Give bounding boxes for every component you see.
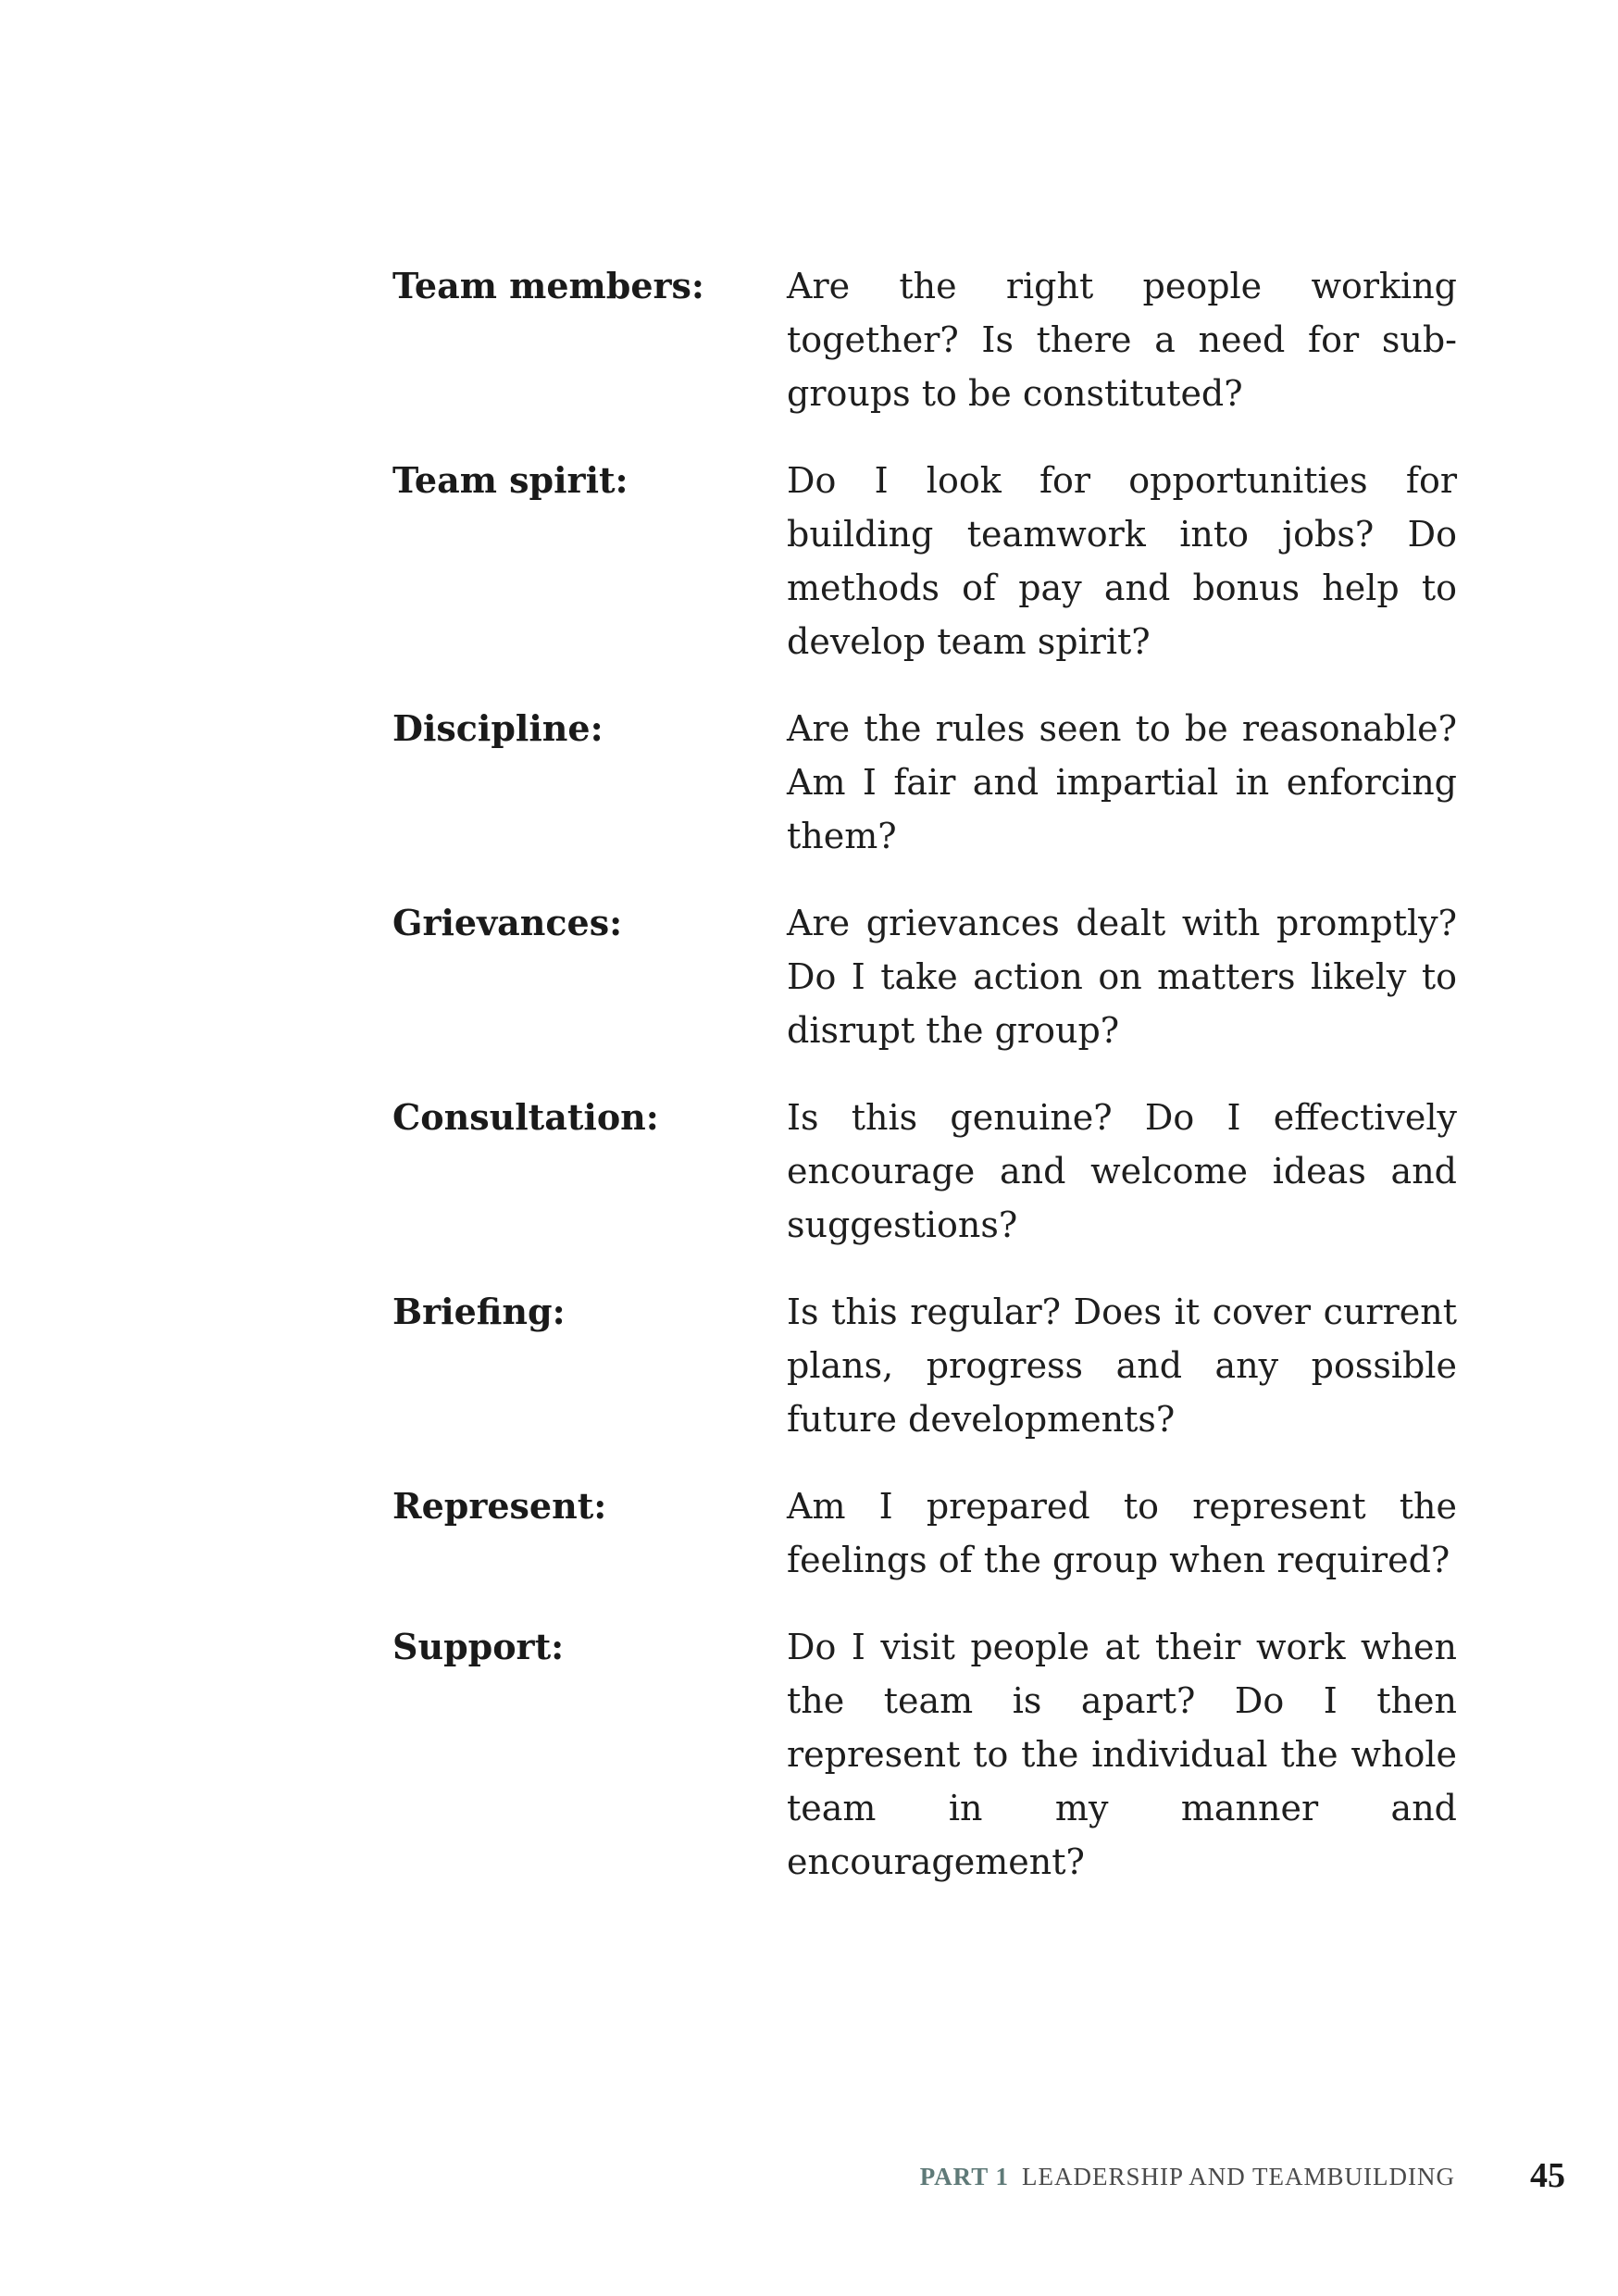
item-term: Team members: [392,265,704,306]
item-description: Are the right people working together? Is there a need for sub-groups to be constituted? [787,266,1457,414]
item-term: Grievances: [392,902,623,943]
item-description: Am I prepared to represent the feelings of the group when required? [787,1486,1457,1580]
item-term: Support: [392,1626,565,1667]
item-description: Are grievances dealt with promptly? Do I take action on matters likely to disrupt the group? [787,903,1457,1051]
item-term: Team spirit: [392,459,629,501]
checklist-item [392,1285,1457,1446]
item-term: Discipline: [392,707,604,749]
checklist-item [392,1091,1457,1252]
part-label: PART 1 [919,2163,1009,2190]
checklist-item [392,259,1457,420]
page-footer [0,2150,1618,2205]
page-number: 45 [1530,2156,1565,2195]
item-description: Is this regular? Does it cover current plans, progress and any possible future developments? [787,1292,1457,1440]
checklist [392,259,1457,1922]
item-description: Are the rules seen to be reasonable? Am I fair and impartial in enforcing them? [787,708,1457,856]
checklist-item [392,702,1457,863]
checklist-item [392,1620,1457,1889]
item-description: Do I look for opportunities for building teamwork into jobs? Do methods of pay and bonus help to develop team spirit? [787,460,1457,662]
running-head [920,2163,1455,2191]
item-term: Consultation: [392,1096,659,1138]
item-term: Represent: [392,1485,607,1527]
checklist-item [392,1479,1457,1587]
checklist-item [392,896,1457,1057]
checklist-item [392,454,1457,668]
item-description: Is this genuine? Do I effectively encourage and welcome ideas and suggestions? [787,1097,1457,1245]
item-description: Do I visit people at their work when the team is apart? Do I then represent to the individual the whole team in my manner and encouragement? [787,1627,1457,1882]
item-term: Briefing: [392,1291,566,1332]
section-title: LEADERSHIP AND TEAMBUILDING [1022,2163,1455,2190]
